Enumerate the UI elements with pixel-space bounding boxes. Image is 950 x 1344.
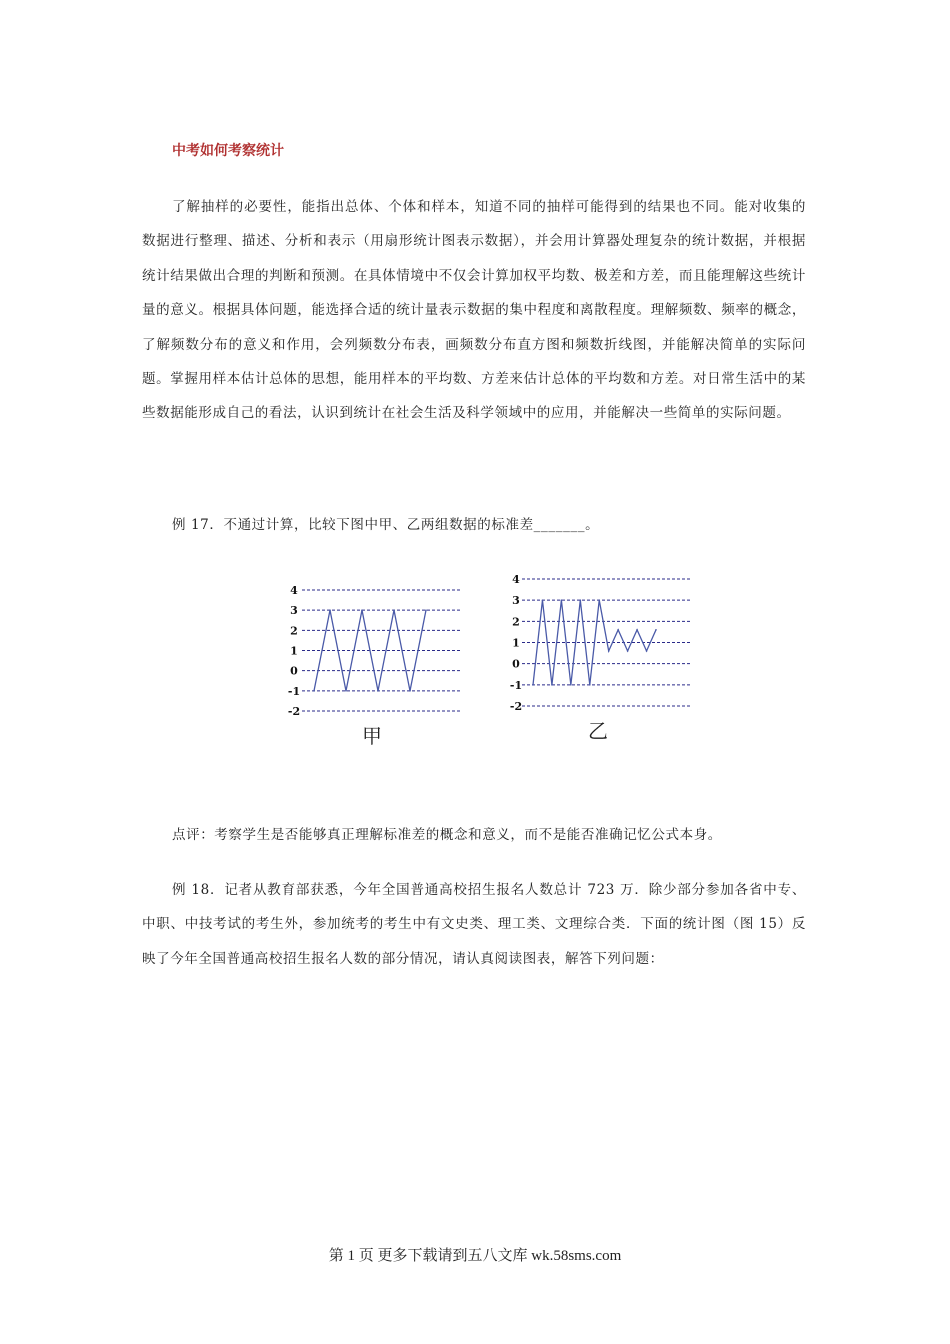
data-point xyxy=(627,650,629,652)
y-tick-label: 1 xyxy=(512,636,520,650)
example-18 xyxy=(142,873,806,976)
y-tick-label: 3 xyxy=(290,604,298,618)
intro-paragraph xyxy=(142,190,806,431)
data-point xyxy=(617,629,619,631)
intro-text: 了解抽样的必要性，能指出总体、个体和样本，知道不同的抽样可能得到的结果也不同。能对收集的数据进行整理、描述、分析和表示（用扇形统计图表示数据），并会用计算器处理复杂的统计数据，并根据统计结果做出合理的判断和预测。在具体情境中不仅会计算加权平均数、极差和方差，而且能理解这些统计量的意义。根据具体问题，能选择合适的统计量表示数据的集中程度和离散程度。理解频数、频率的概念，了解频数分布的意义和作用，会列频数分布表，画频数分布直方图和频数折线图，并能解决简单的实际问题。掌握用样本估计总体的思想，能用样本的平均数、方差来估计总体的平均数和方差。对日常生活中的某些数据能形成自己的看法，认识到统计在社会生活及科学领域中的应用，并能解决一些简单的实际问题。 xyxy=(142,199,806,422)
y-tick-label: 2 xyxy=(512,615,520,629)
data-point xyxy=(580,599,582,601)
y-tick-label: 4 xyxy=(290,584,298,597)
example-18-text: 例 18．记者从教育部获悉，今年全国普通高校招生报名人数总计 723 万．除少部分参加各省中专、中职、中技考试的考生外，参加统考的考生中有文史类、理工类、文理综合类．下面的统计图（图 15）反映了今年全国普通高校招生报名人数的部分情况，请认真阅读图表，解答下列问题： xyxy=(142,882,806,967)
y-tick-label: 3 xyxy=(512,594,520,608)
data-point xyxy=(570,684,572,686)
y-tick-label: 1 xyxy=(290,644,298,658)
chart-jia-label: 甲 xyxy=(362,724,382,748)
data-point xyxy=(313,690,315,692)
data-point xyxy=(551,684,553,686)
data-point xyxy=(393,609,395,611)
example-17-text: 例 17．不通过计算，比较下图中甲、乙两组数据的标准差_______。 xyxy=(172,517,600,533)
y-tick-label: 2 xyxy=(290,624,298,638)
y-tick-label: -1 xyxy=(509,678,523,692)
data-point xyxy=(532,684,534,686)
data-point xyxy=(361,609,363,611)
comment-text: 点评：考察学生是否能够真正理解标准差的概念和意义，而不是能否准确记忆公式本身。 xyxy=(172,827,722,843)
data-point xyxy=(409,690,411,692)
data-point xyxy=(646,650,648,652)
chart-yi-label: 乙 xyxy=(588,719,608,743)
example-17 xyxy=(142,508,806,542)
data-point xyxy=(542,599,544,601)
data-point xyxy=(425,609,427,611)
y-tick-label: 0 xyxy=(512,657,520,671)
data-point xyxy=(589,684,591,686)
data-point xyxy=(329,609,331,611)
y-tick-label: -1 xyxy=(287,684,301,698)
y-tick-label: -2 xyxy=(287,705,301,718)
y-tick-label: 4 xyxy=(512,573,520,586)
data-point xyxy=(655,629,657,631)
data-point xyxy=(561,599,563,601)
data-point xyxy=(377,690,379,692)
comment-paragraph xyxy=(142,818,806,852)
data-point xyxy=(608,650,610,652)
data-point xyxy=(598,599,600,601)
document-title: 中考如何考察统计 xyxy=(172,143,284,159)
data-point xyxy=(636,629,638,631)
page-footer: 第 1 页 更多下载请到五八文库 wk.58sms.com xyxy=(328,1248,622,1264)
y-tick-label: 0 xyxy=(290,664,298,678)
y-tick-label: -2 xyxy=(509,700,523,713)
data-point xyxy=(345,690,347,692)
